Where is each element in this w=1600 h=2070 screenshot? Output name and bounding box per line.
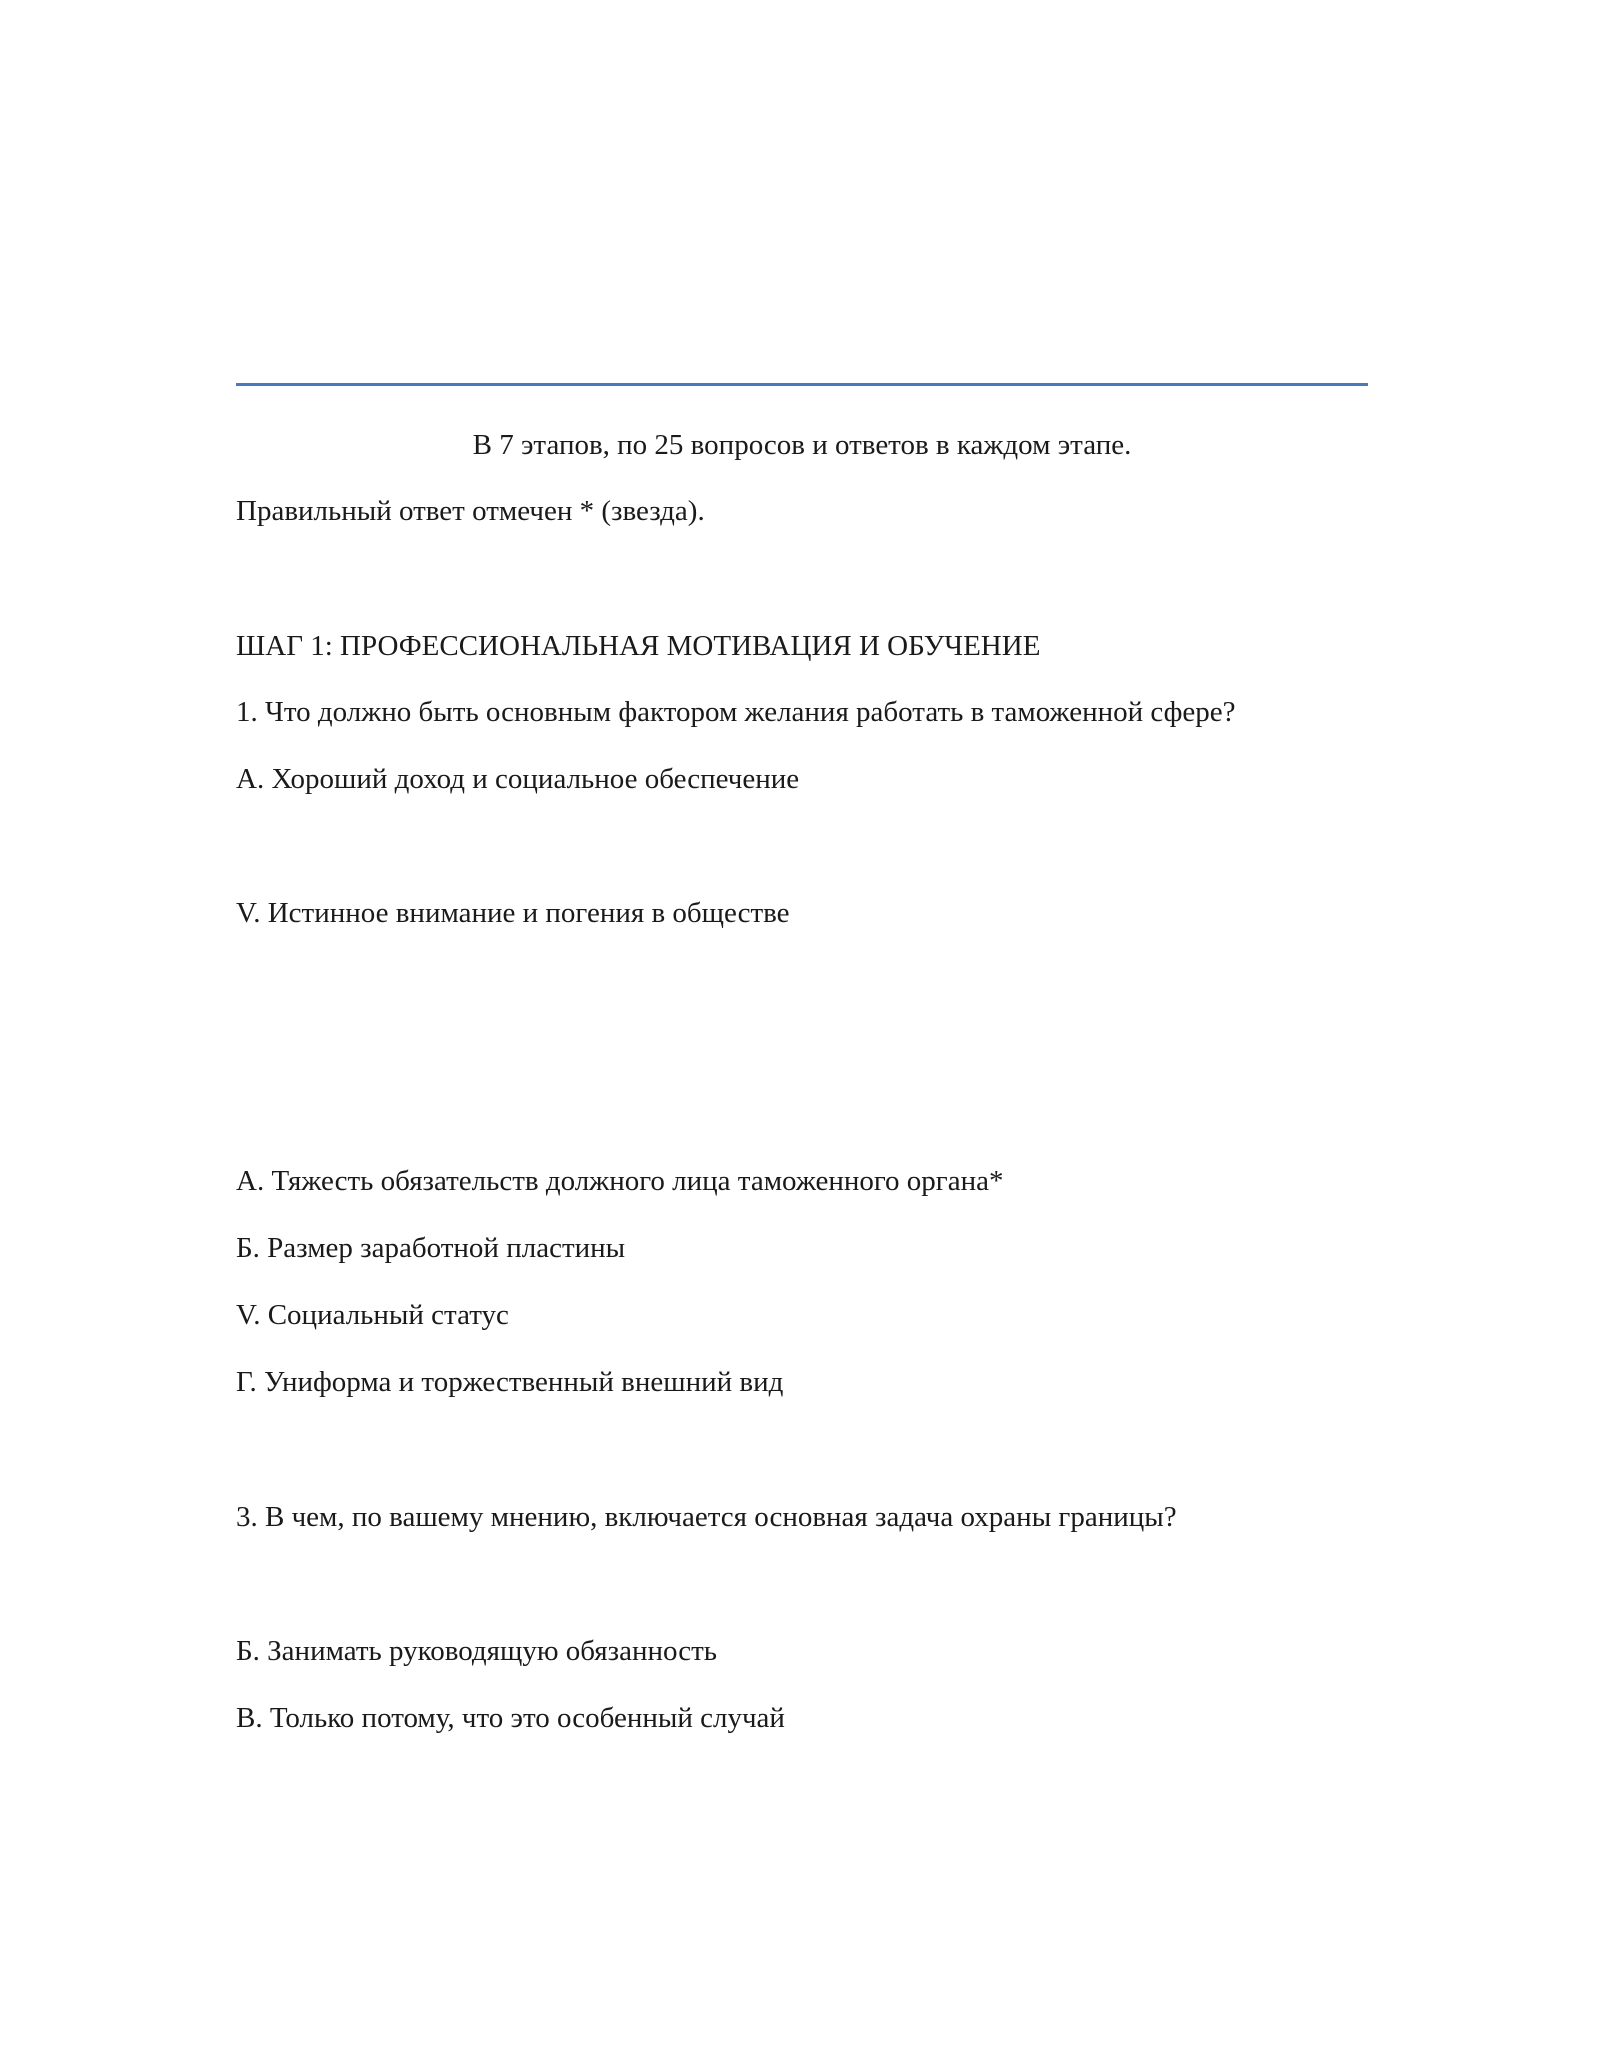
question-2-option-a: А. Тяжесть обязательств должного лица таможенного органа* [236, 1165, 1004, 1197]
question-3-option-v: В. Только потому, что это особенный случай [236, 1702, 785, 1734]
question-3-option-b: Б. Занимать руководящую обязанность [236, 1635, 717, 1667]
header-divider [236, 383, 1368, 386]
question-2-option-g: Г. Униформа и торжественный внешний вид [236, 1366, 784, 1398]
question-2-option-v: V. Социальный статус [236, 1299, 509, 1331]
intro-text: В 7 этапов, по 25 вопросов и ответов в каждом этапе. [472, 429, 1132, 461]
question-3: 3. В чем, по вашему мнению, включается основная задача охраны границы? [236, 1501, 1177, 1533]
section-title: ШАГ 1: ПРОФЕССИОНАЛЬНАЯ МОТИВАЦИЯ И ОБУЧЕНИЕ [236, 630, 1041, 662]
question-1-option-v: V. Истинное внимание и погения в обществе [236, 897, 790, 929]
note-text: Правильный ответ отмечен * (звезда). [236, 495, 705, 527]
question-1: 1. Что должно быть основным фактором желания работать в таможенной сфере? [236, 696, 1236, 728]
question-1-option-a: А. Хороший доход и социальное обеспечение [236, 763, 800, 795]
question-2-option-b: Б. Размер заработной пластины [236, 1232, 626, 1264]
